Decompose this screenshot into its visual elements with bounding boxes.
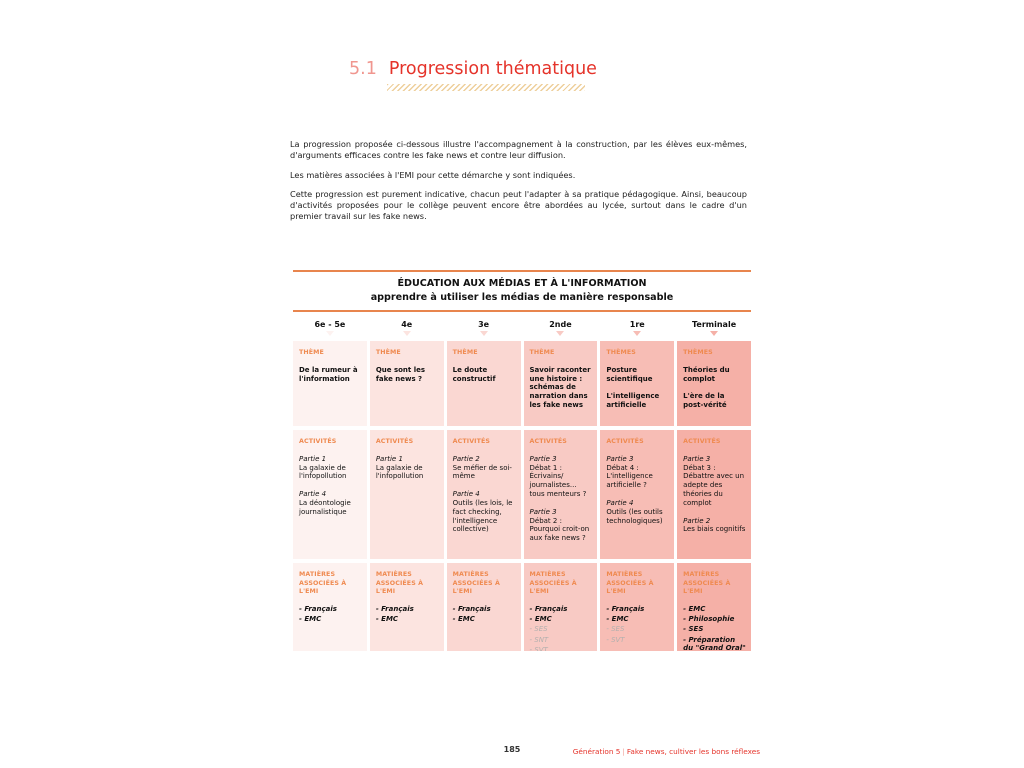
activity-group xyxy=(376,455,440,481)
theme-title: L'intelligence artificielle xyxy=(606,392,660,410)
table-title-line1: ÉDUCATION AUX MÉDIAS ET À L'INFORMATION xyxy=(397,278,647,289)
subject-item: - Français xyxy=(375,604,414,613)
subject-item: - SVT xyxy=(529,645,548,652)
theme-cell-terminale xyxy=(677,341,751,426)
table-title xyxy=(293,272,751,310)
activity-text: La galaxie de l'infopollution xyxy=(299,463,347,481)
footer-separator: | xyxy=(622,747,625,756)
activities-label: ACTIVITÉS xyxy=(452,438,491,446)
subjects-label: MATIÈRES ASSOCIÉES À L'EMI xyxy=(529,571,577,596)
subjects-list xyxy=(606,605,670,645)
activities-label: ACTIVITÉS xyxy=(299,438,337,446)
subjects-cell-1re xyxy=(600,563,674,651)
triangle-down-icon xyxy=(556,331,564,336)
subject-item: - EMC xyxy=(375,615,399,624)
subjects-list xyxy=(299,605,363,624)
activity-part: Partie 4 xyxy=(299,490,327,499)
subjects-cell-2nde xyxy=(524,563,598,651)
activity-text: La galaxie de l'infopollution xyxy=(375,463,424,481)
footer-brand-name: Génération 5 xyxy=(572,747,621,756)
intro-paragraph: La progression proposée ci-dessous illustre l'accompagnement à la construction, par les élèves eux-mêmes, d'arguments efficaces contre les fake news et contre leur diffusion. xyxy=(290,139,747,160)
level-label: 6e - 5e xyxy=(314,320,346,330)
activity-part: Partie 3 xyxy=(529,454,557,463)
subject-item: - EMC xyxy=(606,615,629,624)
activities-label: ACTIVITÉS xyxy=(375,438,414,446)
activity-part: Partie 3 xyxy=(606,454,634,463)
subjects-label: MATIÈRES ASSOCIÉES À L'EMI xyxy=(375,571,424,596)
activity-group xyxy=(299,490,363,516)
subjects-label: MATIÈRES ASSOCIÉES À L'EMI xyxy=(452,571,500,596)
activity-part: Partie 3 xyxy=(683,454,711,463)
title-hatch-decoration xyxy=(387,84,585,91)
activity-part: Partie 4 xyxy=(452,490,480,499)
subject-item: - EMC xyxy=(529,615,552,624)
activities-cell-3e xyxy=(447,430,521,559)
triangle-down-icon xyxy=(326,331,334,336)
level-label: 1re xyxy=(629,320,645,330)
column-header-4e xyxy=(370,320,444,336)
activity-text: Les biais cognitifs xyxy=(683,525,746,534)
subjects-cell-6e-5e xyxy=(293,563,367,651)
activity-part: Partie 1 xyxy=(299,454,327,463)
activities-label: ACTIVITÉS xyxy=(683,438,721,446)
subject-item: - EMC xyxy=(299,615,322,624)
activity-group xyxy=(530,508,594,543)
column-header-3e xyxy=(447,320,521,336)
section-title xyxy=(349,59,597,79)
activity-text: Outils (les lois, le fact checking, l'intelligence collective) xyxy=(452,498,513,534)
footer-brand xyxy=(573,747,760,756)
subject-item: - SVT xyxy=(606,635,625,644)
intro-paragraph: Cette progression est purement indicative, chacun peut l'adapter à sa pratique pédagogique. Ainsi, beaucoup d'activités proposées pour le collège peuvent encore être abordées au lycée, surtout dans le cadre d'un premier travail sur les fake news. xyxy=(290,189,747,222)
subjects-label: MATIÈRES ASSOCIÉES À L'EMI xyxy=(299,571,347,596)
subject-item: - SES xyxy=(529,625,548,634)
page-number: 185 xyxy=(503,745,521,754)
activity-group xyxy=(530,455,594,499)
level-label: 2nde xyxy=(549,320,572,330)
activity-text: Débat 4 : L'intelligence artificielle ? xyxy=(606,463,653,490)
column-header-terminale xyxy=(677,320,751,336)
level-label: 4e xyxy=(401,320,413,330)
subject-item: - Français xyxy=(452,604,491,613)
subject-item: - EMC xyxy=(452,615,475,624)
theme-label: THÈME xyxy=(375,349,401,357)
theme-cell-2nde xyxy=(524,341,598,426)
section-number: 5.1 xyxy=(349,59,377,79)
subject-item: - Français xyxy=(529,604,568,613)
activity-text: Débat 1 : Écrivains/ journalistes... tous menteurs ? xyxy=(529,463,587,498)
column-header-2nde xyxy=(524,320,598,336)
activities-cell-6e-5e xyxy=(293,430,367,559)
triangle-down-icon xyxy=(633,331,641,336)
progression-table xyxy=(293,270,751,651)
subject-item: - SNT xyxy=(529,635,549,644)
theme-label: THÈMES xyxy=(683,349,713,357)
subject-item: - Français xyxy=(299,604,337,613)
level-label: Terminale xyxy=(692,320,737,330)
subjects-cell-4e xyxy=(370,563,444,651)
triangle-down-icon xyxy=(480,331,488,336)
subjects-list xyxy=(530,605,594,652)
theme-title: Théories du complot xyxy=(683,365,730,383)
column-header-6e-5e xyxy=(293,320,367,336)
subjects-cell-3e xyxy=(447,563,521,651)
table-title-line2: apprendre à utiliser les médias de manière responsable xyxy=(370,291,674,303)
activities-cell-2nde xyxy=(524,430,598,559)
activity-text: Se méfier de soi-même xyxy=(452,463,512,481)
theme-label: THÈMES xyxy=(606,349,636,357)
activities-cell-1re xyxy=(600,430,674,559)
theme-row xyxy=(293,341,751,426)
subjects-cell-terminale xyxy=(677,563,751,651)
activity-group xyxy=(683,455,747,508)
theme-title: Que sont les fake news ? xyxy=(375,365,426,383)
subject-item: - Français xyxy=(606,604,645,613)
activity-part: Partie 2 xyxy=(452,454,480,463)
activities-row xyxy=(293,430,751,559)
activity-group xyxy=(453,455,517,481)
column-header-1re xyxy=(600,320,674,336)
triangle-down-icon xyxy=(403,331,411,336)
activity-part: Partie 2 xyxy=(683,516,711,525)
subject-item: - Philosophie xyxy=(683,615,735,624)
activity-text: Outils (les outils technologiques) xyxy=(606,507,663,525)
theme-label: THÈME xyxy=(452,349,478,357)
theme-cell-3e xyxy=(447,341,521,426)
activities-cell-4e xyxy=(370,430,444,559)
activity-group xyxy=(683,517,747,535)
activity-text: La déontologie journalistique xyxy=(299,498,351,516)
activity-group xyxy=(606,455,670,490)
triangle-down-icon xyxy=(710,331,718,336)
theme-cell-4e xyxy=(370,341,444,426)
activity-group xyxy=(606,499,670,525)
theme-title: Posture scientifique xyxy=(606,365,653,383)
subject-item: - Préparation du "Grand Oral" xyxy=(683,635,746,652)
subject-item: - SES xyxy=(683,625,704,634)
activity-text: Débat 2 : Pourquoi croit-on aux fake news ? xyxy=(529,516,590,543)
column-headers-row xyxy=(293,312,751,336)
subjects-label: MATIÈRES ASSOCIÉES À L'EMI xyxy=(683,571,731,596)
activities-cell-terminale xyxy=(677,430,751,559)
intro-text xyxy=(290,139,747,222)
subject-item: - EMC xyxy=(683,604,706,613)
activity-group xyxy=(453,490,517,534)
theme-label: THÈME xyxy=(529,349,555,357)
theme-cell-6e-5e xyxy=(293,341,367,426)
activity-part: Partie 3 xyxy=(529,507,557,516)
subject-item: - SES xyxy=(606,625,625,634)
theme-title: Le doute constructif xyxy=(452,365,496,383)
activity-text: Débat 3 : Débattre avec un adepte des théories du complot xyxy=(683,463,745,507)
theme-title: L'ère de la post-vérité xyxy=(683,392,727,410)
level-label: 3e xyxy=(478,320,490,330)
activity-part: Partie 4 xyxy=(606,498,634,507)
activities-label: ACTIVITÉS xyxy=(606,438,644,446)
theme-title: De la rumeur à l'information xyxy=(299,365,358,383)
footer-booklet-title: Fake news, cultiver les bons réflexes xyxy=(626,747,760,756)
activity-group xyxy=(299,455,363,481)
subjects-row xyxy=(293,563,751,651)
theme-cell-1re xyxy=(600,341,674,426)
activities-label: ACTIVITÉS xyxy=(529,438,567,446)
subjects-list xyxy=(376,605,440,624)
subjects-label: MATIÈRES ASSOCIÉES À L'EMI xyxy=(606,571,654,596)
activity-part: Partie 1 xyxy=(375,454,403,463)
subjects-list xyxy=(683,605,747,652)
theme-label: THÈME xyxy=(299,349,324,357)
section-title-text: Progression thématique xyxy=(388,59,597,79)
subjects-list xyxy=(453,605,517,624)
theme-title: Savoir raconter une histoire : schémas de narration dans les fake news xyxy=(529,365,591,409)
intro-paragraph: Les matières associées à l'EMI pour cette démarche y sont indiquées. xyxy=(290,169,576,180)
